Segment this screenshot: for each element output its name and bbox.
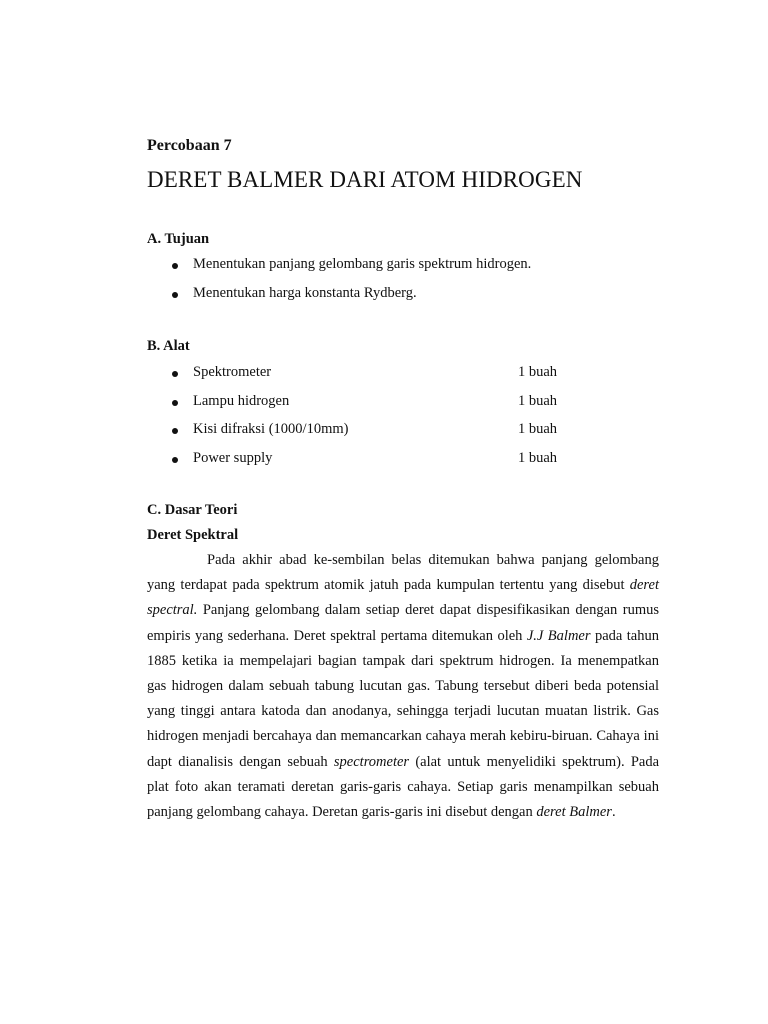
alat-item xyxy=(147,450,659,470)
paragraph-run: Panjang gelombang dalam setiap deret dapat dispesifikasikan dengan rumus empiris yang sederhana. Deret spektral pertama ditemukan oleh xyxy=(147,602,659,644)
bullet-icon xyxy=(172,400,178,406)
tujuan-item-text: Menentukan panjang gelombang garis spektrum hidrogen. xyxy=(193,256,532,272)
alat-item-qty: 1 buah xyxy=(518,364,558,380)
alat-item-name: Spektrometer xyxy=(193,364,272,380)
tujuan-item-text: Menentukan harga konstanta Rydberg. xyxy=(193,285,417,301)
bullet-icon xyxy=(172,292,178,298)
alat-item-name: Kisi difraksi (1000/10mm) xyxy=(193,421,349,437)
alat-item-qty: 1 buah xyxy=(518,393,558,409)
alat-item-name: Power supply xyxy=(193,450,273,466)
alat-item xyxy=(147,421,659,441)
bullet-icon xyxy=(172,263,178,269)
paragraph-run: Pada akhir abad ke-sembilan belas ditemukan bahwa panjang gelombang yang terdapat pada spektrum atomik jatuh pada kumpulan tertentu yang disebut xyxy=(147,552,659,594)
alat-item xyxy=(147,393,659,413)
paragraph-run: (alat untuk menyelidiki spektrum). Pada plat foto akan teramati deretan garis-garis cahaya. Setiap garis menampilkan sebuah panjang gelombang cahaya. Deretan garis-garis ini disebut dengan xyxy=(147,753,660,821)
section-c-subheading: Deret Spektral xyxy=(147,527,239,543)
alat-item-name: Lampu hidrogen xyxy=(193,393,290,409)
theory-paragraph xyxy=(147,548,659,825)
paragraph-run: pada tahun 1885 ketika ia mempelajari bagian tampak dari spektrum hidrogen. Ia menempatkan gas hidrogen dalam sebuah tabung lucutan gas. Tabung tersebut diberi beda potensial yang tinggi antara katoda dan anodanya, sehingga terjadi lucutan muatan listrik. Gas hidrogen menjadi bercahaya dan memancarkan cahaya merah kebiru-biruan. Cahaya ini dapt dianalisis dengan sebuah xyxy=(147,627,659,770)
section-c-heading: C. Dasar Teori xyxy=(147,502,238,518)
alat-item-qty: 1 buah xyxy=(518,450,558,466)
alat-item xyxy=(147,364,659,384)
section-a-heading: A. Tujuan xyxy=(147,231,210,247)
experiment-number: Percobaan 7 xyxy=(147,137,232,154)
bullet-icon xyxy=(172,371,178,377)
paragraph-run-italic: spectrometer xyxy=(333,753,410,770)
paragraph-run-italic: deret Balmer xyxy=(536,804,612,821)
paragraph-run-italic: deret spectral. xyxy=(147,577,659,619)
bullet-icon xyxy=(172,457,178,463)
section-b-heading: B. Alat xyxy=(147,338,190,354)
alat-item-qty: 1 buah xyxy=(518,421,558,437)
document-title: DERET BALMER DARI ATOM HIDROGEN xyxy=(147,167,583,192)
bullet-icon xyxy=(172,428,178,434)
paragraph-run: . xyxy=(611,804,616,821)
tujuan-item xyxy=(147,256,659,276)
paragraph-run-italic: J.J Balmer xyxy=(526,627,591,644)
tujuan-item xyxy=(147,285,659,305)
